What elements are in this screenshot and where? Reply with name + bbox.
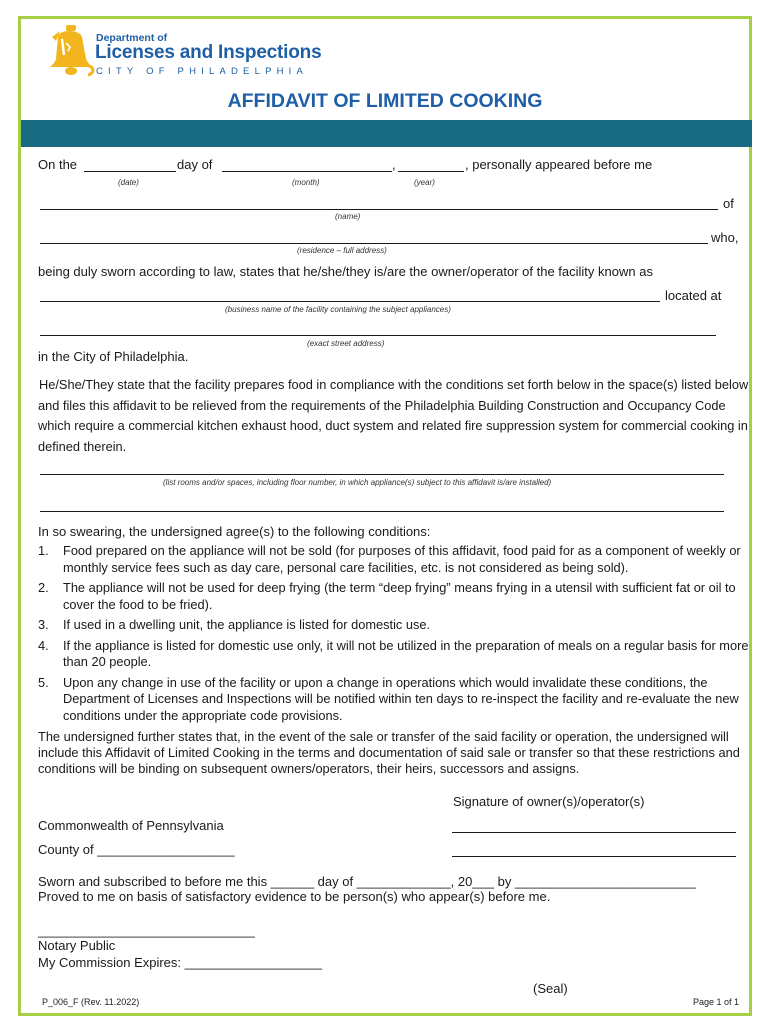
who-label: who, <box>711 230 739 245</box>
business-name-field[interactable] <box>40 301 660 302</box>
dept-city: CITY OF PHILADELPHIA <box>96 66 309 77</box>
condition-number: 2. <box>38 580 49 595</box>
condition-number: 4. <box>38 637 49 653</box>
condition-text: The appliance will not be used for deep frying (the term “deep frying” means frying in a utensil with sufficient fat or oil to cover the food to be fried). <box>63 580 736 612</box>
condition-text: If the appliance is listed for domestic use only, it will not be utilized in the preparation of meals on a regular basis for more than 20 people. <box>63 637 749 669</box>
day-of-label: day of <box>177 157 213 172</box>
rooms-field-2[interactable] <box>40 511 724 512</box>
county-label: County of ___________________ <box>38 842 235 857</box>
condition-number: 1. <box>38 543 49 558</box>
condition-number: 5. <box>38 674 49 690</box>
proved-line: Proved to me on basis of satisfactory evidence to be person(s) who appear(s) before me. <box>38 889 551 904</box>
residence-field[interactable] <box>40 243 708 244</box>
form-id: P_006_F (Rev. 11.2022) <box>42 997 140 1007</box>
residence-caption: (residence – full address) <box>297 246 387 255</box>
sworn-line-notary: Sworn and subscribed to before me this ______ day of _____________, 20___ by _________________________ <box>38 874 696 889</box>
city-line: in the City of Philadelphia. <box>38 349 189 364</box>
signature-field-1[interactable] <box>452 832 736 833</box>
month-field[interactable] <box>222 171 392 172</box>
header-bar <box>21 120 752 147</box>
on-the-label: On the <box>38 157 78 172</box>
located-at-label: located at <box>665 288 722 303</box>
date-caption: (date) <box>118 178 139 187</box>
page-title: AFFIDAVIT OF LIMITED COOKING <box>227 90 543 112</box>
condition-number: 3. <box>38 617 49 632</box>
name-field[interactable] <box>40 209 718 210</box>
business-caption: (business name of the facility containing the subject appliances) <box>225 305 451 314</box>
signature-label: Signature of owner(s)/operator(s) <box>453 794 645 809</box>
sworn-line: being duly sworn according to law, states that he/she/they is/are the owner/operator of the facility known as <box>38 264 653 279</box>
condition-item <box>38 580 750 613</box>
condition-text: Upon any change in use of the facility or upon a change in operations which would invalidate these conditions, the Department of Licenses and Inspections will be notified within ten days to re-inspect the facility and re-evaluate the new conditions under the appropriate code provisions. <box>63 674 739 723</box>
month-caption: (month) <box>292 178 320 187</box>
dept-name: Licenses and Inspections <box>95 42 322 63</box>
further-paragraph: The undersigned further states that, in the event of the sale or transfer of the said facility or operation, the undersigned will include this Affidavit of Limited Cooking in the terms and documentation of said sale or transfer so that these restrictions and conditions will be binding on subsequent owners/operators, their heirs, successors and assigns. <box>38 729 740 776</box>
rooms-caption: (list rooms and/or spaces, including floor number, in which appliance(s) subject to this affidavit is/are installed) <box>163 478 552 487</box>
statement-paragraph: He/She/They state that the facility prepares food in compliance with the conditions set forth below in the space(s) listed below and files this affidavit to be relieved from the requirements of the Philadelphia Building Construction and Occupancy Code which require a commercial kitchen exhaust hood, duct system and related fire suppression system for commercial cooking in defined therein. <box>38 377 749 454</box>
condition-text: Food prepared on the appliance will not be sold (for purposes of this affidavit, food paid for as a component of weekly or monthly service fees such as day care, personal care facilities, etc. is not considered as being sold). <box>63 543 741 575</box>
name-caption: (name) <box>335 212 361 221</box>
conditions-intro: In so swearing, the undersigned agree(s) to the following conditions: <box>38 524 431 539</box>
seal-label: (Seal) <box>533 981 568 996</box>
of-label: of <box>723 196 734 211</box>
notary-signature-field[interactable]: ______________________________ <box>38 923 255 938</box>
condition-item <box>38 675 750 725</box>
rooms-field[interactable] <box>40 474 724 475</box>
commonwealth-label: Commonwealth of Pennsylvania <box>38 818 224 833</box>
page-number: Page 1 of 1 <box>693 997 740 1007</box>
date-field[interactable] <box>84 171 176 172</box>
condition-item <box>38 617 750 634</box>
condition-text: If used in a dwelling unit, the appliance is listed for domestic use. <box>63 617 431 632</box>
dept-line1: Department of <box>96 32 168 44</box>
conditions-list <box>38 543 750 728</box>
signature-field-2[interactable] <box>452 856 736 857</box>
comma: , <box>392 157 396 172</box>
condition-item <box>38 638 750 671</box>
commission-label: My Commission Expires: ___________________ <box>38 955 323 970</box>
notary-public-label: Notary Public <box>38 938 116 953</box>
condition-item <box>38 543 750 576</box>
street-address-field[interactable] <box>40 335 716 336</box>
appeared-label: , personally appeared before me <box>465 157 653 172</box>
year-caption: (year) <box>414 178 435 187</box>
address-caption: (exact street address) <box>307 339 385 348</box>
year-field[interactable] <box>398 171 464 172</box>
